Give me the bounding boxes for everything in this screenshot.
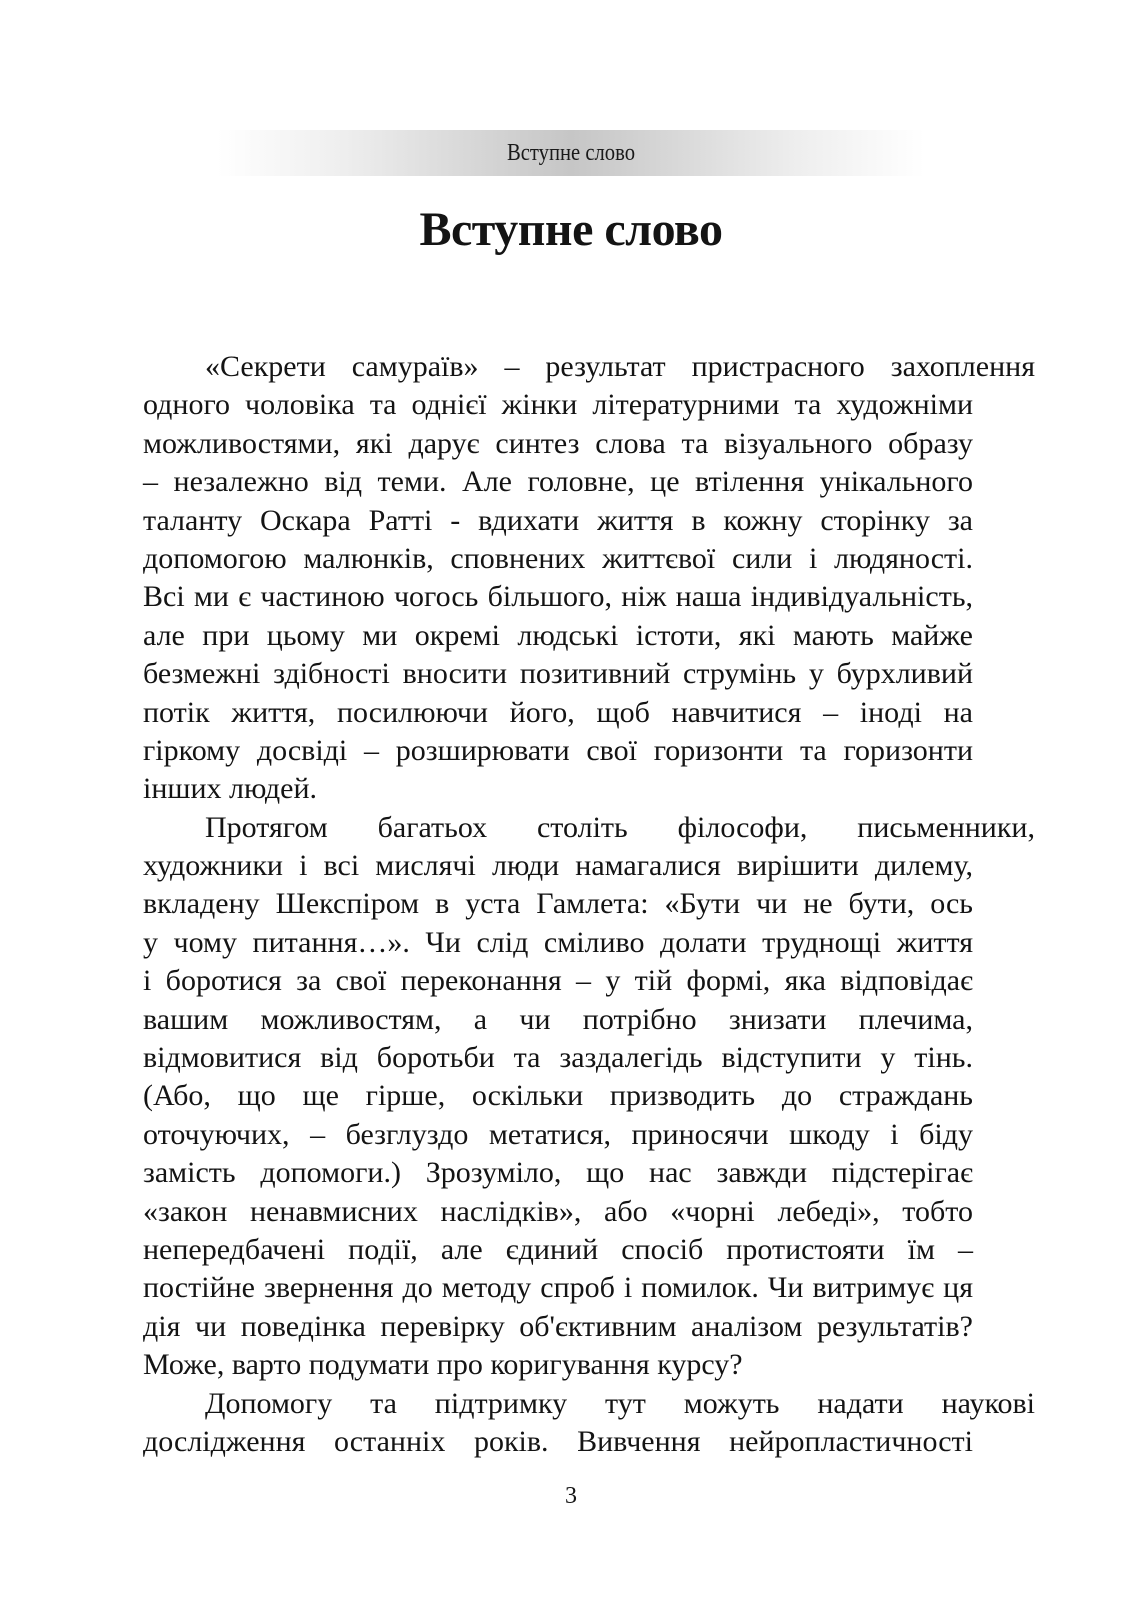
text-line: непередбачені події, але єдиний спосіб протистояти їм – — [143, 1232, 973, 1266]
text-line: «Секрети самураїв» – результат пристрасного захоплення — [205, 350, 1035, 383]
text-line: у чому питання…». Чи слід сміливо долати труднощі життя — [143, 925, 973, 959]
text-line: дослідження останніх років. Вивчення нейропластичності — [143, 1424, 973, 1458]
body-text — [143, 348, 1035, 1461]
text-line: відмовитися від боротьби та заздалегідь відступити у тінь. — [143, 1041, 973, 1075]
text-line: допомогою малюнків, сповнених життєвої сили і людяності. — [143, 541, 973, 575]
text-line: замість допомоги.) Зрозуміло, що нас завжди підстерігає — [143, 1156, 973, 1190]
text-line: одного чоловіка та однієї жінки літературними та художніми — [143, 388, 973, 422]
text-line: Може, варто подумати про коригування курсу? — [143, 1348, 743, 1382]
text-line: безмежні здібності вносити позитивний струмінь у бурхливий — [143, 657, 973, 691]
text-line: таланту Оскара Ратті - вдихати життя в кожну сторінку за — [143, 503, 973, 537]
chapter-title: Вступне слово — [419, 203, 723, 256]
text-line: і боротися за свої переконання – у тій формі, яка відповідає — [143, 964, 973, 998]
text-line: але при цьому ми окремі людські істоти, які мають майже — [143, 618, 973, 652]
paragraph — [143, 809, 1035, 1385]
paragraph — [143, 1385, 1035, 1462]
page-number: 3 — [565, 1483, 577, 1509]
paragraph — [143, 348, 1035, 809]
text-line: інших людей. — [143, 772, 318, 806]
running-header: Вступне слово — [218, 130, 925, 176]
text-line: «закон ненавмисних наслідків», або «чорні лебеді», тобто — [143, 1194, 973, 1228]
text-line: можливостями, які дарує синтез слова та візуального образу — [143, 426, 973, 460]
text-line: дія чи поведінка перевірку об'єктивним аналізом результатів? — [143, 1309, 973, 1343]
text-line: потік життя, посилюючи його, щоб навчитися – іноді на — [143, 695, 973, 729]
text-line: оточуючих, – безглуздо метатися, приносячи шкоду і біду — [143, 1117, 973, 1151]
text-line: художники і всі мислячі люди намагалися вирішити дилему, — [143, 849, 973, 883]
text-line: постійне звернення до методу спроб і помилок. Чи витримує ця — [143, 1271, 973, 1305]
text-line: Допомогу та підтримку тут можуть надати наукові — [205, 1386, 1035, 1420]
text-line: – незалежно від теми. Але головне, це втілення унікального — [143, 465, 973, 499]
text-line: вашим можливостям, а чи потрібно знизати плечима, — [143, 1002, 973, 1036]
text-line: Протягом багатьох століть філософи, письменники, — [205, 810, 1035, 844]
text-line: гіркому досвіді – розширювати свої горизонти та горизонти — [143, 733, 973, 767]
text-line: (Або, що ще гірше, оскільки призводить до страждань — [143, 1079, 973, 1113]
text-line: Всі ми є частиною чогось більшого, ніж наша індивідуальність, — [143, 580, 973, 614]
text-line: вкладену Шекспіром в уста Гамлета: «Бути чи не бути, ось — [143, 887, 973, 921]
